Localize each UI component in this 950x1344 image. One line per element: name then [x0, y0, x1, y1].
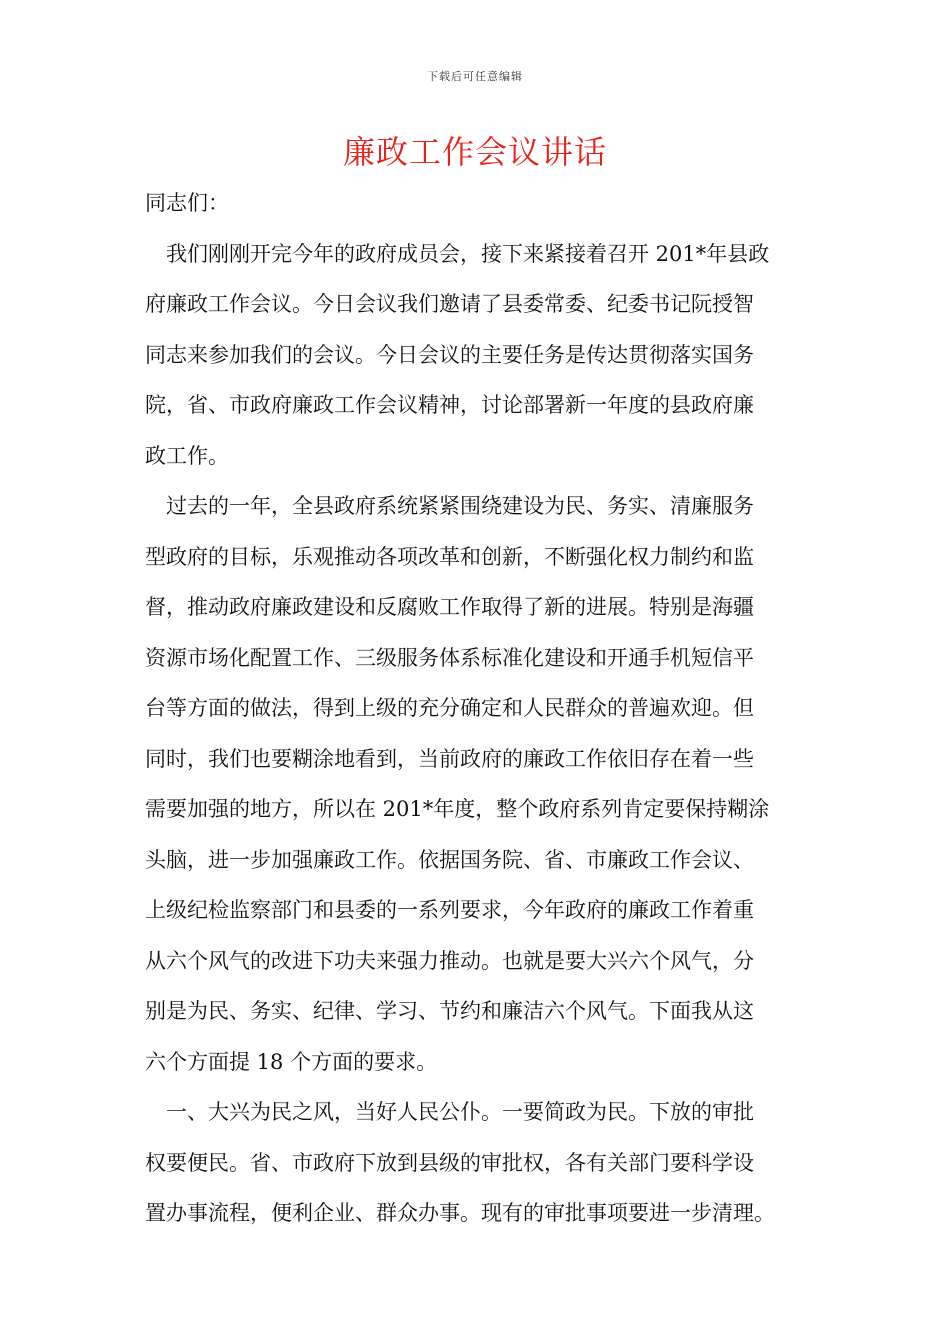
paragraph-2: [145, 481, 817, 1087]
text-line: 院，省、市政府廉政工作会议精神，讨论部署新一年度的县政府廉: [145, 393, 754, 417]
document-body: [145, 178, 817, 1239]
text-line: 府廉政工作会议。今日会议我们邀请了县委常委、纪委书记阮授智: [145, 292, 754, 316]
text-line: 资源市场化配置工作、三级服务体系标准化建设和开通手机短信平: [145, 645, 754, 670]
text-line: 同时，我们也要糊涂地看到，当前政府的廉政工作依旧存在着一些: [145, 746, 754, 771]
text-line: 别是为民、务实、纪律、学习、节约和廉洁六个风气。下面我从这: [145, 999, 754, 1023]
text-line: 从六个风气的改进下功夫来强力推动。也就是要大兴六个风气，分: [145, 948, 754, 973]
text-line: 置办事流程，便利企业、群众办事。现有的审批事项要进一步清理。: [145, 1201, 775, 1225]
text-line: 政工作。: [145, 443, 229, 468]
text-line: 型政府的目标，乐观推动各项改革和创新，不断强化权力制约和监: [145, 544, 754, 569]
header-note: 下载后可任意编辑: [427, 70, 523, 83]
paragraph-3: [145, 1087, 817, 1239]
text-line: 上级纪检监察部门和县委的一系列要求，今年政府的廉政工作着重: [145, 898, 754, 922]
text-line: 台等方面的做法，得到上级的充分确定和人民群众的普遍欢迎。但: [145, 696, 754, 720]
text-line: 过去的一年，全县政府系统紧紧围绕建设为民、务实、清廉服务: [166, 494, 754, 518]
text-line: 同志来参加我们的会议。今日会议的主要任务是传达贯彻落实国务: [145, 342, 754, 367]
text-line: 六个方面提 18 个方面的要求。: [145, 1049, 438, 1074]
salutation: 同志们：: [145, 191, 229, 215]
text-line: 一、大兴为民之风，当好人民公仆。一要简政为民。下放的审批: [166, 1100, 754, 1124]
document-title: 廉政工作会议讲话: [342, 133, 607, 171]
text-line: 督，推动政府廉政建设和反腐败工作取得了新的进展。特别是海疆: [145, 595, 754, 619]
text-line: 我们刚刚开完今年的政府成员会，接下来紧接着召开 201*年县政: [166, 241, 770, 266]
paragraph-1: [145, 229, 817, 482]
text-line: 权要便民。省、市政府下放到县级的审批权，各有关部门要科学设: [145, 1150, 754, 1175]
text-line: 需要加强的地方，所以在 201*年度，整个政府系列肯定要保持糊涂: [145, 797, 770, 821]
text-line: 头脑，进一步加强廉政工作。依据国务院、省、市廉政工作会议、: [145, 847, 754, 872]
